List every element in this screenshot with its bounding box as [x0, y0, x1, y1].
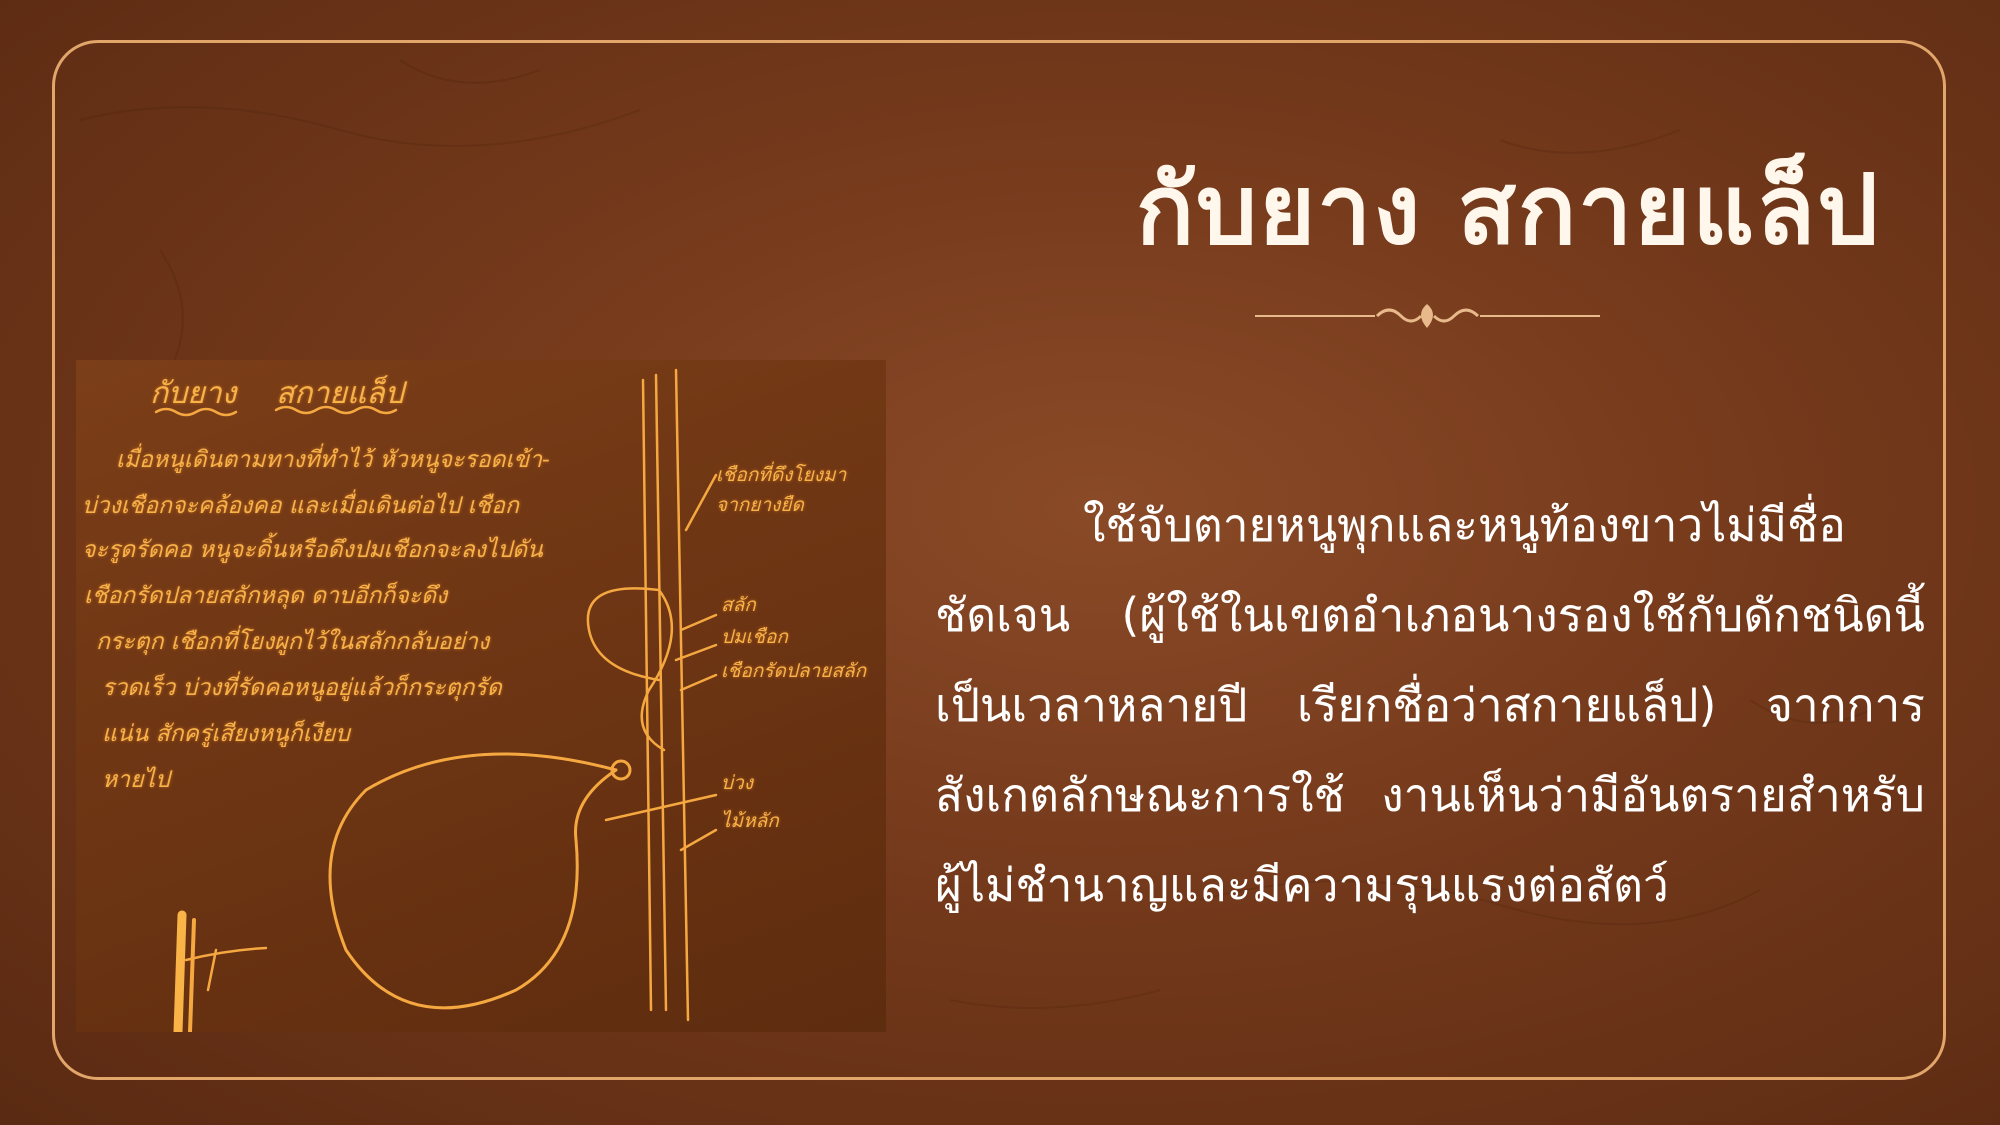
sketch-text-line: เชือกรัดปลายสลักหลุด ดาบอีกก็จะดึง — [84, 583, 448, 609]
sketch-title-left: กับยาง — [150, 376, 237, 411]
sketch-text-line: จะรูดรัดคอ หนูจะดิ้นหรือดึงปมเชือกจะลงไปดัน — [82, 537, 543, 563]
sketch-label: ปมเชือก — [721, 626, 788, 648]
sketch-label: ไม้หลัก — [721, 810, 779, 832]
handwritten-trap-sketch — [76, 360, 886, 1032]
sketch-label: เชือกที่ดึงโยงมา — [716, 464, 847, 486]
sketch-text-line: เมื่อหนูเดินตามทางที่ทำไว้ หัวหนูจะรอดเข้า- — [116, 447, 550, 473]
sketch-text-line: บ่วงเชือกจะคล้องคอ และเมื่อเดินต่อไป เชือก — [82, 493, 519, 519]
slide-title: กับยาง สกายแล็ป — [1135, 154, 1880, 266]
sketch-text-line: กระตุก เชือกที่โยงผูกไว้ในสลักกลับอย่าง — [96, 629, 490, 655]
sketch-label: สลัก — [721, 594, 756, 616]
sketch-label: บ่วง — [721, 772, 754, 794]
sketch-label: จากยางยืด — [716, 494, 804, 516]
slide-body-text: ใช้จับตายหนูพุกและหนูท้องขาวไม่มีชื่อชัดเจน (ผู้ใช้ในเขตอำเภอนางรองใช้กับดักชนิดนี้เป็นเวลาหลายปี เรียกชื่อว่าสกายแล็ป) จากการสังเกตลักษณะการใช้ งานเห็นว่ามีอันตรายสำหรับผู้ไม่ชำนาญและมีความรุนแรงต่อสัตว์ — [935, 498, 1925, 912]
sketch-title-right: สกายแล็ป — [276, 376, 404, 411]
sketch-text-line: รวดเร็ว บ่วงที่รัดคอหนูอยู่แล้วก็กระตุกรัด — [102, 675, 502, 701]
sketch-text-line: หายไป — [102, 767, 170, 793]
divider-ornament — [1255, 298, 1600, 334]
sketch-text-line: แน่น สักครู่เสียงหนูก็เงียบ — [102, 721, 350, 747]
sketch-label: เชือกรัดปลายสลัก — [721, 660, 867, 682]
